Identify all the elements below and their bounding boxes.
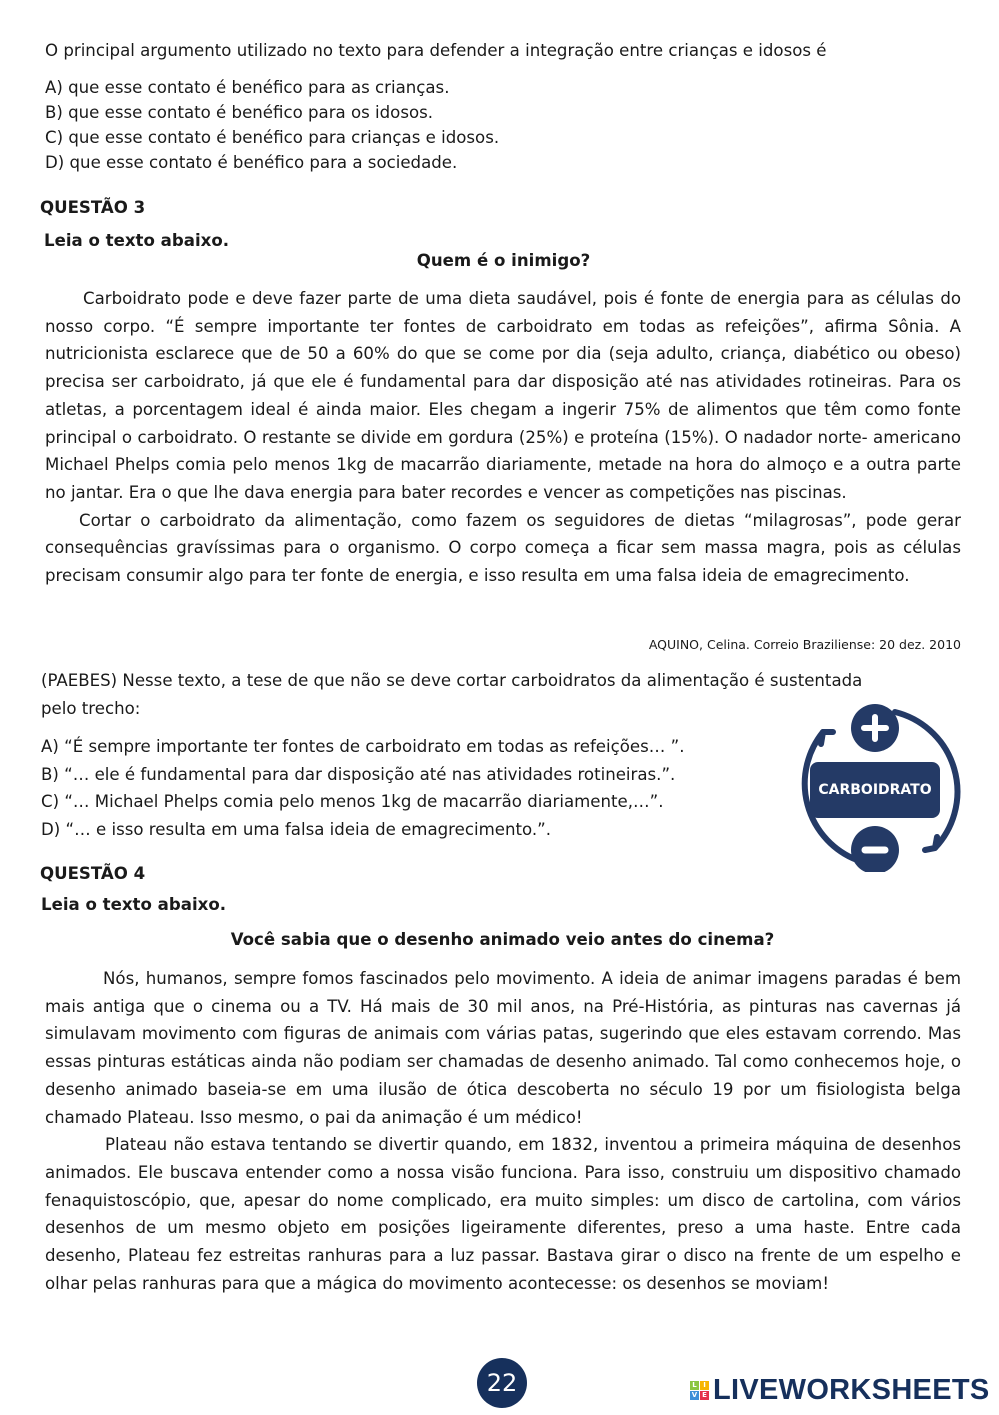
q4-instruction: Leia o texto abaixo.: [41, 895, 227, 914]
q4-heading: QUESTÃO 4: [40, 864, 146, 883]
logo-letter: E: [700, 1391, 709, 1400]
q3-option-c[interactable]: C) “… Michael Phelps comia pelo menos 1kg de macarrão diariamente,…”.: [41, 792, 664, 811]
q3-heading: QUESTÃO 3: [40, 198, 146, 217]
q3-option-a[interactable]: A) “É sempre importante ter fontes de carboidrato em todas as refeições… ”.: [41, 737, 685, 756]
q3-option-b[interactable]: B) “… ele é fundamental para dar disposição até nas atividades rotineiras.”.: [41, 765, 676, 784]
logo-letter: L: [690, 1381, 699, 1390]
q2-option-d[interactable]: D) que esse contato é benéfico para a sociedade.: [45, 153, 458, 172]
page-number: 22: [477, 1358, 527, 1408]
q2-option-a[interactable]: A) que esse contato é benéfico para as crianças.: [45, 78, 450, 97]
q3-instruction: Leia o texto abaixo.: [44, 231, 230, 250]
q3-paragraph-1: Carboidrato pode e deve fazer parte de uma dieta saudável, pois é fonte de energia para as células do nosso corpo. “É sempre importante ter fontes de carboidrato em todas as refeições”, afirma Sônia. A nutricionista esclarece que de 50 a 60% do que se come por dia (seja adulto, criança, diabético ou obeso) precisa ser carboidrato, já que ele é fundamental para dar disposição até nas atividades rotineiras. Para os atletas, a porcentagem ideal é ainda maior. Eles chegam a ingerir 75% de alimentos que têm como fonte principal o carboidrato. O restante se divide em gordura (25%) e proteína (15%). O nadador norte- americano Michael Phelps comia pelo menos 1kg de macarrão diariamente, metade na hora do almoço e a outra parte no jantar. Era o que lhe dava energia para bater recordes e vencer as competições nas piscinas.: [45, 289, 961, 502]
carbohydrate-cycle-image: [785, 700, 975, 872]
q3-paragraph-2: Cortar o carboidrato da alimentação, como fazem os seguidores de dietas “milagrosas”, pode gerar consequências gravíssimas para o organismo. O corpo começa a ficar sem massa magra, pois as células precisam consumir algo para ter fonte de energia, e isso resulta em uma falsa ideia de emagrecimento.: [45, 510, 961, 586]
carbohydrate-label: CARBOIDRATO: [818, 782, 932, 798]
q4-text: [45, 965, 961, 1297]
q3-stem-line-1: (PAEBES) Nesse texto, a tese de que não se deve cortar carboidratos da alimentação é sustentada: [41, 671, 863, 690]
q3-citation: AQUINO, Celina. Correio Braziliense: 20 dez. 2010: [648, 637, 961, 652]
logo-letter: I: [700, 1381, 709, 1390]
q2-option-b[interactable]: B) que esse contato é benéfico para os idosos.: [45, 103, 434, 122]
q3-text: [45, 285, 961, 590]
logo-squares-icon: [690, 1381, 709, 1400]
q2-stem: O principal argumento utilizado no texto para defender a integração entre crianças e idosos é: [45, 41, 827, 60]
q3-stem-line-2: pelo trecho:: [41, 699, 141, 718]
liveworksheets-logo: [690, 1374, 990, 1407]
logo-letter: V: [691, 1391, 698, 1399]
q2-option-c[interactable]: C) que esse contato é benéfico para crianças e idosos.: [45, 128, 500, 147]
q3-text-title: Quem é o inimigo?: [416, 251, 591, 270]
q3-option-d[interactable]: D) “… e isso resulta em uma falsa ideia de emagrecimento.”.: [41, 820, 551, 839]
q4-paragraph-2: Plateau não estava tentando se divertir quando, em 1832, inventou a primeira máquina de desenhos animados. Ele buscava entender como a nossa visão funciona. Para isso, construiu um dispositivo chamado fenaquistoscópio, que, apesar do nome complicado, era muito simples: um disco de cartolina, com vários desenhos de um mesmo objeto em posições ligeiramente diferentes, preso a uma haste. Entre cada desenho, Plateau fez estreitas ranhuras para a luz passar. Bastava girar o disco na frente de um espelho e olhar pelas ranhuras para que a mágica do movimento acontecesse: os desenhos se moviam!: [45, 1135, 961, 1293]
q4-text-title: Você sabia que o desenho animado veio antes do cinema?: [230, 930, 775, 949]
q4-paragraph-1: Nós, humanos, sempre fomos fascinados pelo movimento. A ideia de animar imagens paradas é bem mais antiga que o cinema ou a TV. Há mais de 30 mil anos, na Pré-História, as pinturas nas cavernas já simulavam movimento com figuras de animais com várias patas, sugerindo que eles estavam correndo. Mas essas pinturas estáticas ainda não podiam ser chamadas de desenho animado. Tal como conhecemos hoje, o desenho animado baseia-se em uma ilusão de ótica descoberta no século 19 por um fisiologista belga chamado Plateau. Isso mesmo, o pai da animação é um médico!: [45, 969, 961, 1127]
logo-text: LIVEWORKSHEETS: [713, 1374, 990, 1406]
